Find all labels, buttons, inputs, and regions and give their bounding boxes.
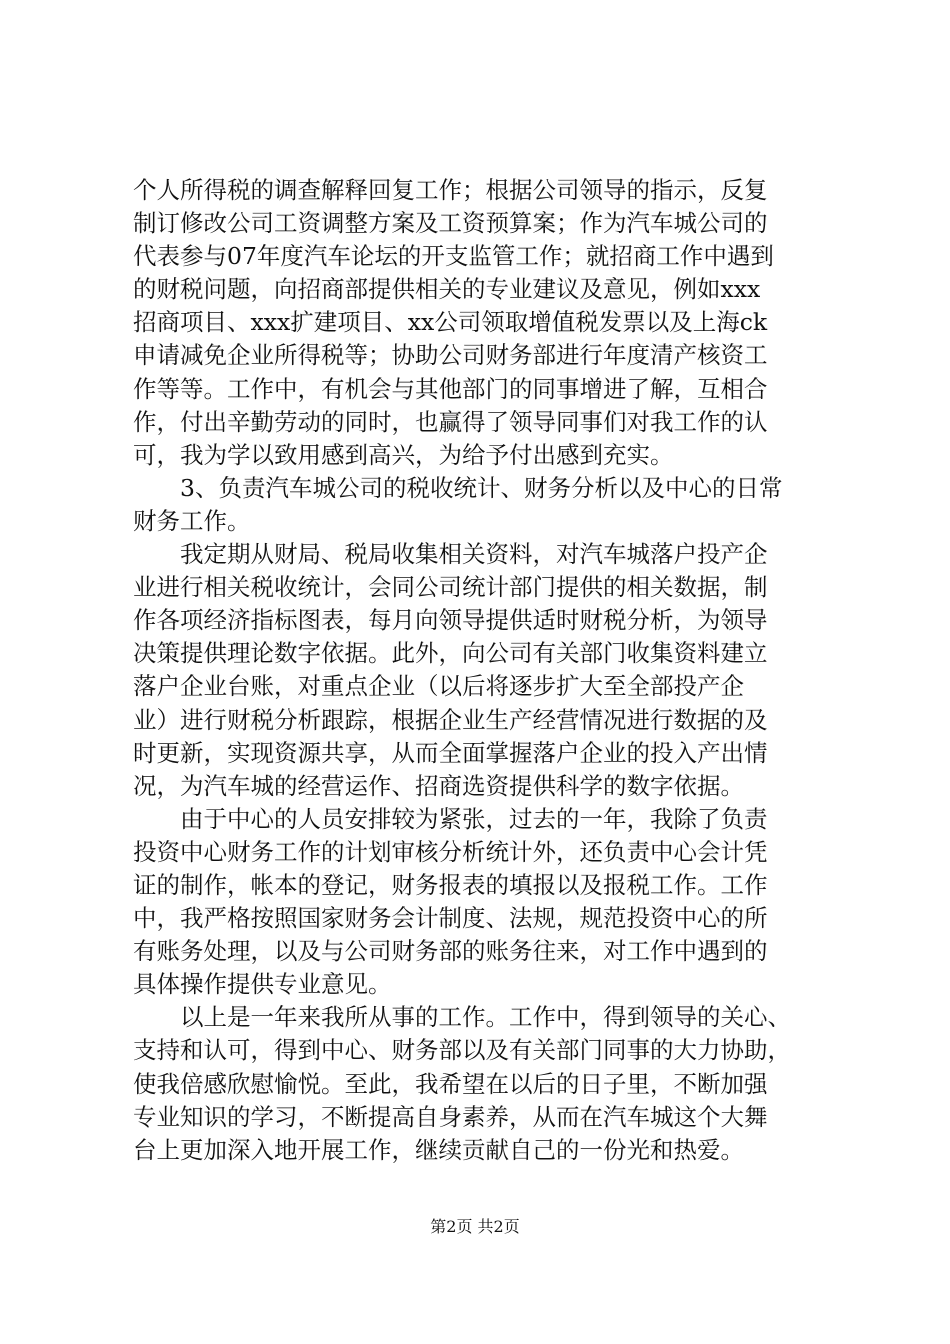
text-line: 作，付出辛勤劳动的同时，也赢得了领导同事们对我工作的认 (133, 407, 768, 436)
text-line: 以上是一年来我所从事的工作。工作中，得到领导的关心、 (133, 1003, 791, 1032)
text-line: 作各项经济指标图表，每月向领导提供适时财税分析，为领导 (133, 606, 768, 635)
text-line: 具体操作提供专业意见。 (133, 970, 392, 999)
text-line: 申请减免企业所得税等；协助公司财务部进行年度清产核资工 (133, 341, 768, 370)
text-line: 使我倍感欣慰愉悦。至此，我希望在以后的日子里，不断加强 (133, 1069, 768, 1098)
text-line: 由于中心的人员安排较为紧张，过去的一年，我除了负责 (133, 804, 768, 833)
text-line: 中，我严格按照国家财务会计制度、法规，规范投资中心的所 (133, 904, 768, 933)
text-line: 业进行相关税收统计，会同公司统计部门提供的相关数据，制 (133, 573, 768, 602)
text-line: 决策提供理论数字依据。此外，向公司有关部门收集资料建立 (133, 639, 768, 668)
text-line: 有账务处理，以及与公司财务部的账务往来，对工作中遇到的 (133, 937, 768, 966)
text-line: 作等等。工作中，有机会与其他部门的同事增进了解，互相合 (133, 374, 768, 403)
text-line: 可，我为学以致用感到高兴，为给予付出感到充实。 (133, 440, 674, 469)
text-line: 个人所得税的调查解释回复工作；根据公司领导的指示，反复 (133, 176, 768, 204)
text-line: 业）进行财税分析跟踪，根据企业生产经营情况进行数据的及 (133, 705, 768, 734)
text-line: 我定期从财局、税局收集相关资料，对汽车城落户投产企 (133, 540, 768, 569)
text-line: 台上更加深入地开展工作，继续贡献自己的一份光和热爱。 (133, 1135, 744, 1164)
text-line: 的财税问题，向招商部提供相关的专业建议及意见，例如xxx (133, 275, 761, 304)
text-line: 投资中心财务工作的计划审核分析统计外，还负责中心会计凭 (133, 837, 768, 866)
text-line: 制订修改公司工资调整方案及工资预算案；作为汽车城公司的 (133, 209, 768, 238)
text-line: 代表参与07年度汽车论坛的开支监管工作；就招商工作中遇到 (133, 242, 774, 271)
text-line: 招商项目、xxx扩建项目、xx公司领取增值税发票以及上海ck (133, 308, 768, 337)
page-number-footer: 第2页 共2页 (430, 1217, 520, 1236)
text-line: 况，为汽车城的经营运作、招商选资提供科学的数字依据。 (133, 771, 744, 800)
text-line: 时更新，实现资源共享，从而全面掌握落户企业的投入产出情 (133, 738, 768, 767)
document-body (133, 174, 833, 1167)
text-line: 财务工作。 (133, 506, 251, 535)
text-line: 落户企业台账，对重点企业（以后将逐步扩大至全部投产企 (133, 672, 744, 701)
text-line: 专业知识的学习，不断提高自身素养，从而在汽车城这个大舞 (133, 1102, 768, 1131)
text-line: 支持和认可，得到中心、财务部以及有关部门同事的大力协助， (133, 1036, 791, 1065)
text-line: 证的制作，帐本的登记，财务报表的填报以及报税工作。工作 (133, 870, 768, 899)
text-line: 3、负责汽车城公司的税收统计、财务分析以及中心的日常 (133, 473, 783, 502)
